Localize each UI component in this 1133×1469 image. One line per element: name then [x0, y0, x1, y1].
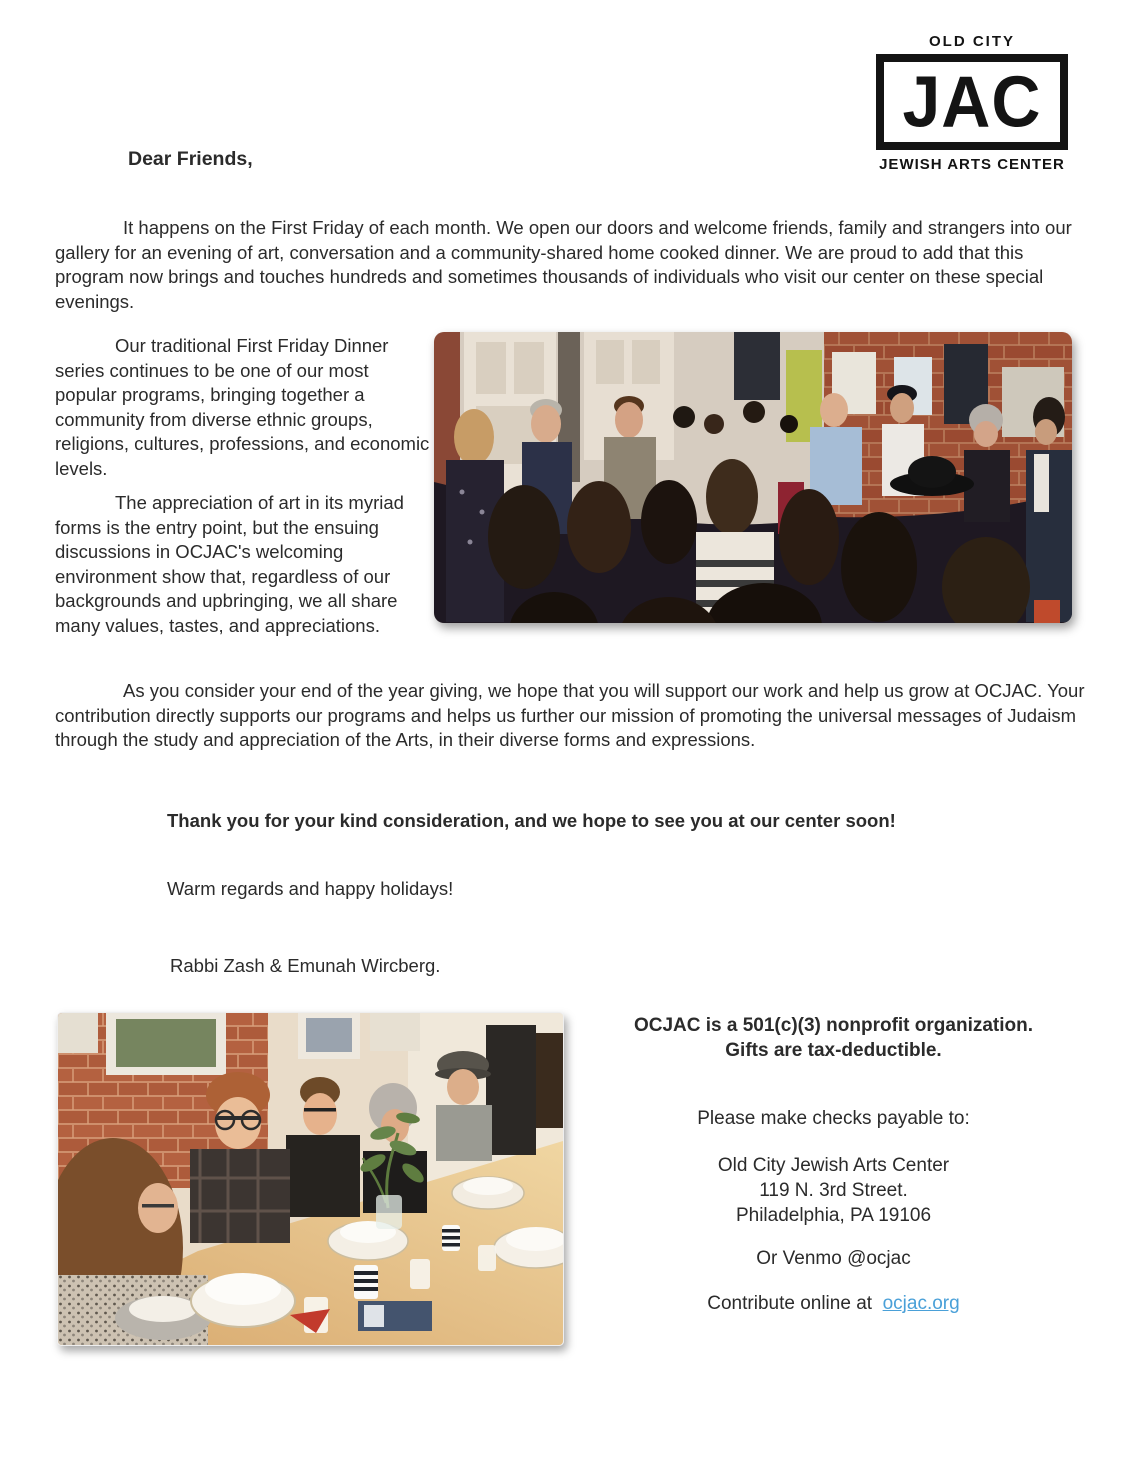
nonprofit-line-2: Gifts are tax-deductible.	[725, 1040, 942, 1061]
greeting: Dear Friends,	[128, 148, 253, 170]
nonprofit-line-1: OCJAC is a 501(c)(3) nonprofit organization.	[633, 1015, 1034, 1036]
paragraph-dinner-series: Our traditional First Friday Dinner series continues to be one of our most popular programs, bringing together a community from diverse ethnic groups, religions, cultures, professions, and economic levels.	[55, 335, 430, 479]
address-line-1: Old City Jewish Arts Center	[717, 1155, 950, 1176]
address-line-3: Philadelphia, PA 19106	[735, 1205, 932, 1226]
address-line-2: 119 N. 3rd Street.	[759, 1180, 908, 1201]
paragraph-first-friday: It happens on the First Friday of each month. We open our doors and welcome friends, family and strangers into our gallery for an evening of art, conversation and a community-shared home cooked dinner. We are proud to add that this program now brings and touches hundreds and sometimes thousands of individuals who visit our center on these special evenings.	[55, 217, 1072, 312]
dinner-table-illustration	[58, 1013, 563, 1345]
regards-line: Warm regards and happy holidays!	[167, 878, 454, 899]
ocjac-org-link[interactable]: ocjac.org	[882, 1293, 960, 1314]
logo-jewish-arts-center-text: JEWISH ARTS CENTER	[879, 156, 1065, 173]
checks-payable-intro: Please make checks payable to:	[697, 1108, 970, 1129]
dinner-table-photo	[57, 1012, 564, 1346]
ocjac-logo	[876, 33, 1068, 173]
logo-old-city-text: OLD CITY	[929, 33, 1015, 50]
gallery-crowd-photo	[434, 332, 1072, 623]
paragraph-giving: As you consider your end of the year giving, we hope that you will support our work and help us grow at OCJAC. Your contribution directly supports our programs and helps us further our mission of promoting the universal messages of Judaism through the study and appreciation of the Arts, in their diverse forms and expressions.	[55, 680, 1085, 750]
mailing-address	[600, 1153, 1067, 1228]
gallery-crowd-illustration	[434, 332, 1072, 623]
contribute-online-line	[600, 1291, 1067, 1316]
venmo-line: Or Venmo @ocjac	[756, 1248, 911, 1269]
signature-line: Rabbi Zash & Emunah Wircberg.	[170, 955, 441, 976]
donation-info	[600, 1013, 1067, 1316]
thank-you-line: Thank you for your kind consideration, and we hope to see you at our center soon!	[167, 810, 896, 831]
logo-acronym: JAC	[902, 61, 1042, 143]
contribute-online-prefix: Contribute online at	[707, 1293, 873, 1314]
logo-box	[876, 54, 1068, 150]
paragraph-appreciation: The appreciation of art in its myriad forms is the entry point, but the ensuing discussions in OCJAC's welcoming environment show that, regardless of our backgrounds and upbringing, we all share many values, tastes, and appreciations.	[55, 492, 404, 636]
